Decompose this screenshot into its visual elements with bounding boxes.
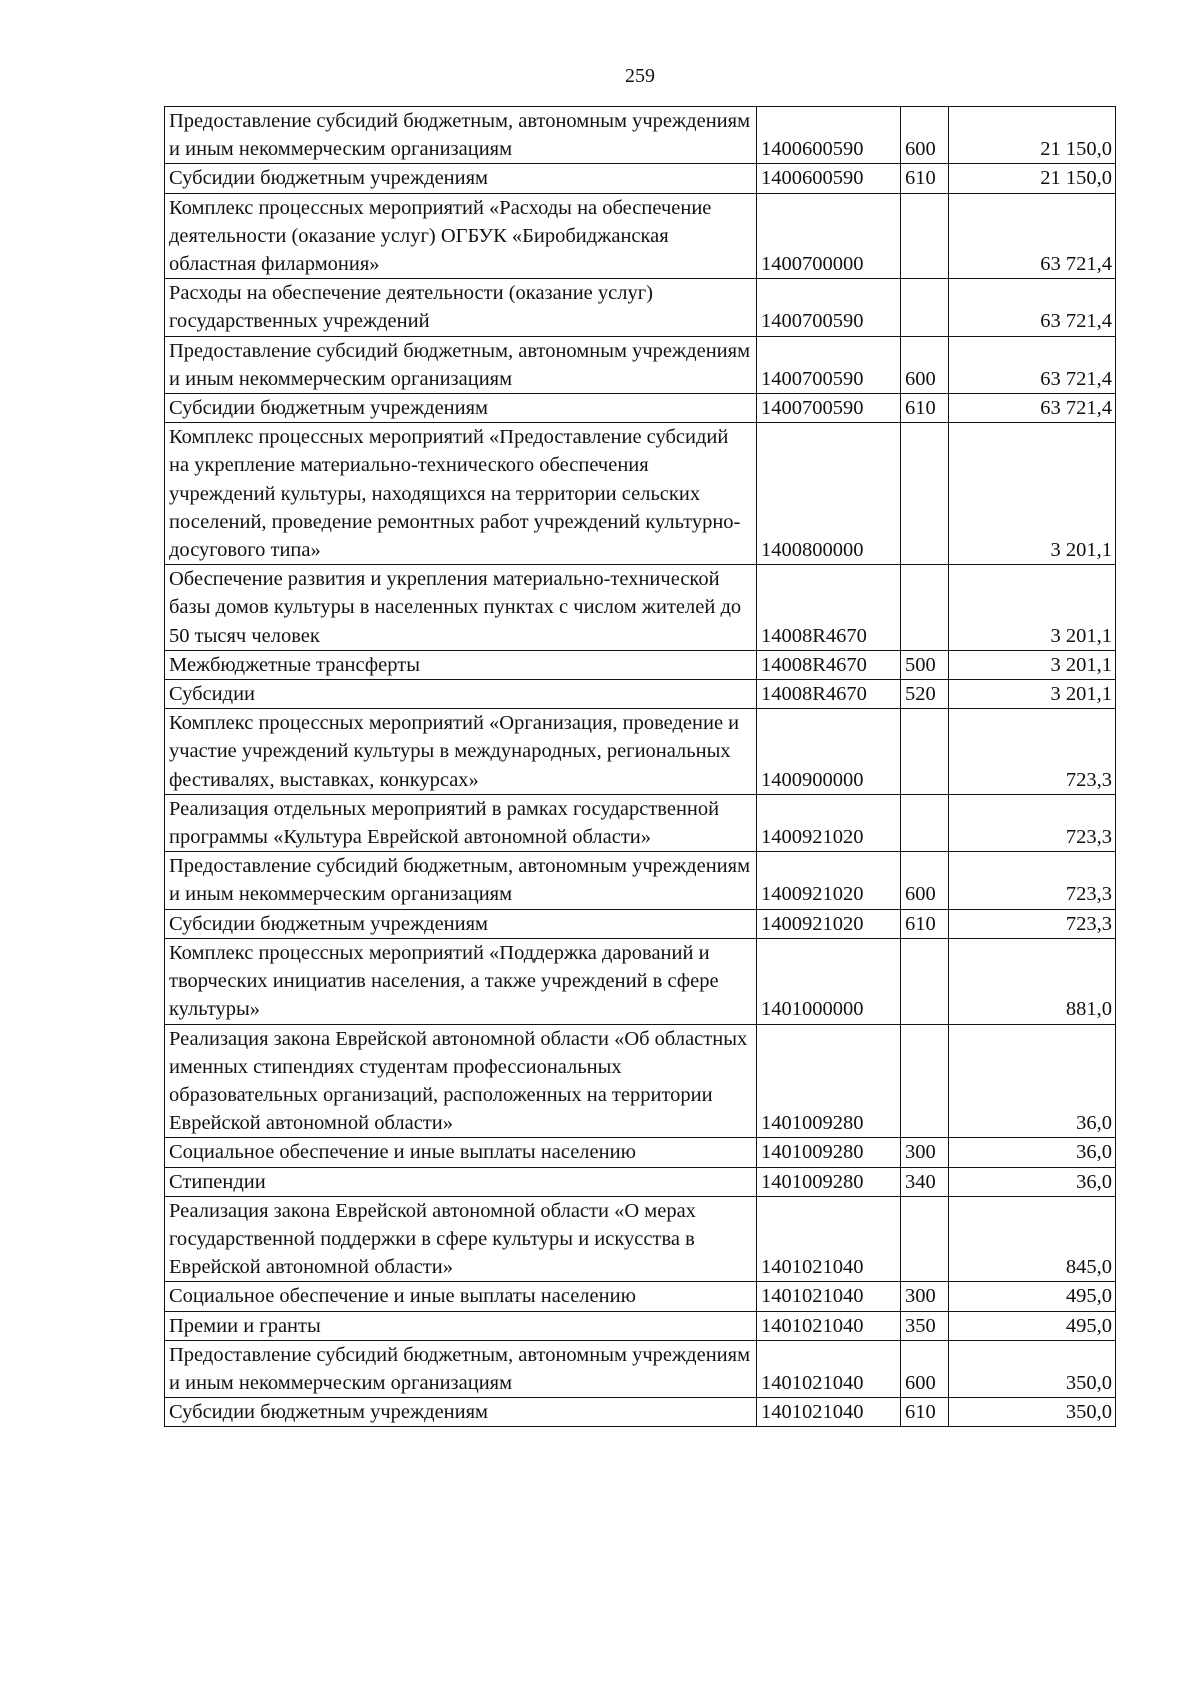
target-article-cell: 1400600590 bbox=[757, 107, 901, 164]
amount-cell: 63 721,4 bbox=[949, 193, 1116, 279]
table-row bbox=[165, 938, 1116, 1024]
table-row bbox=[165, 709, 1116, 795]
amount-cell: 881,0 bbox=[949, 938, 1116, 1024]
expense-type-cell bbox=[901, 1196, 949, 1282]
amount-cell: 723,3 bbox=[949, 852, 1116, 909]
expense-name-cell: Межбюджетные трансферты bbox=[165, 650, 757, 679]
target-article-cell: 1400700590 bbox=[757, 336, 901, 393]
expense-name-cell: Субсидии бюджетным учреждениям bbox=[165, 394, 757, 423]
expense-type-cell bbox=[901, 709, 949, 795]
expense-name-cell: Стипендии bbox=[165, 1167, 757, 1196]
expense-type-cell: 610 bbox=[901, 394, 949, 423]
expense-name-cell: Комплекс процессных мероприятий «Предоставление субсидий на укрепление материально-технического обеспечения учреждений культуры, находящихся на территории сельских поселений, проведение ремонтных работ учреждений культурно-досугового типа» bbox=[165, 423, 757, 565]
expense-type-cell bbox=[901, 279, 949, 336]
expense-name-cell: Расходы на обеспечение деятельности (оказание услуг) государственных учреждений bbox=[165, 279, 757, 336]
target-article-cell: 1400900000 bbox=[757, 709, 901, 795]
table-row bbox=[165, 794, 1116, 851]
amount-cell: 36,0 bbox=[949, 1024, 1116, 1138]
expense-name-cell: Субсидии бюджетным учреждениям bbox=[165, 909, 757, 938]
target-article-cell: 14008R4670 bbox=[757, 680, 901, 709]
expense-type-cell bbox=[901, 423, 949, 565]
target-article-cell: 1401021040 bbox=[757, 1196, 901, 1282]
amount-cell: 36,0 bbox=[949, 1167, 1116, 1196]
target-article-cell: 1401021040 bbox=[757, 1340, 901, 1397]
amount-cell: 63 721,4 bbox=[949, 336, 1116, 393]
amount-cell: 723,3 bbox=[949, 794, 1116, 851]
target-article-cell: 1401009280 bbox=[757, 1138, 901, 1167]
table-row bbox=[165, 1340, 1116, 1397]
expense-name-cell: Комплекс процессных мероприятий «Расходы на обеспечение деятельности (оказание услуг) ОГБУК «Биробиджанская областная филармония» bbox=[165, 193, 757, 279]
expense-type-cell: 600 bbox=[901, 336, 949, 393]
table-row bbox=[165, 394, 1116, 423]
table-row bbox=[165, 423, 1116, 565]
amount-cell: 3 201,1 bbox=[949, 680, 1116, 709]
expense-name-cell: Комплекс процессных мероприятий «Организация, проведение и участие учреждений культуры в международных, региональных фестивалях, выставках, конкурсах» bbox=[165, 709, 757, 795]
amount-cell: 845,0 bbox=[949, 1196, 1116, 1282]
target-article-cell: 1400700590 bbox=[757, 394, 901, 423]
amount-cell: 3 201,1 bbox=[949, 650, 1116, 679]
expense-name-cell: Предоставление субсидий бюджетным, автономным учреждениям и иным некоммерческим организациям bbox=[165, 336, 757, 393]
expense-type-cell: 520 bbox=[901, 680, 949, 709]
table-row bbox=[165, 680, 1116, 709]
amount-cell: 63 721,4 bbox=[949, 279, 1116, 336]
expense-type-cell: 600 bbox=[901, 107, 949, 164]
table-row bbox=[165, 1398, 1116, 1427]
expense-type-cell bbox=[901, 193, 949, 279]
expense-type-cell: 610 bbox=[901, 909, 949, 938]
expense-name-cell: Комплекс процессных мероприятий «Поддержка дарований и творческих инициатив населения, а также учреждений в сфере культуры» bbox=[165, 938, 757, 1024]
page-number: 259 bbox=[625, 65, 655, 87]
target-article-cell: 1400800000 bbox=[757, 423, 901, 565]
expense-name-cell: Предоставление субсидий бюджетным, автономным учреждениям и иным некоммерческим организациям bbox=[165, 107, 757, 164]
target-article-cell: 1401009280 bbox=[757, 1024, 901, 1138]
target-article-cell: 1401021040 bbox=[757, 1311, 901, 1340]
expense-type-cell: 300 bbox=[901, 1138, 949, 1167]
amount-cell: 723,3 bbox=[949, 909, 1116, 938]
expense-name-cell: Премии и гранты bbox=[165, 1311, 757, 1340]
table-row bbox=[165, 336, 1116, 393]
amount-cell: 63 721,4 bbox=[949, 394, 1116, 423]
amount-cell: 495,0 bbox=[949, 1311, 1116, 1340]
amount-cell: 495,0 bbox=[949, 1282, 1116, 1311]
table-row bbox=[165, 1138, 1116, 1167]
budget-table-body bbox=[165, 107, 1116, 1427]
expense-type-cell: 300 bbox=[901, 1282, 949, 1311]
expense-type-cell bbox=[901, 565, 949, 651]
target-article-cell: 14008R4670 bbox=[757, 650, 901, 679]
expense-name-cell: Реализация отдельных мероприятий в рамках государственной программы «Культура Еврейской автономной области» bbox=[165, 794, 757, 851]
table-row bbox=[165, 1024, 1116, 1138]
target-article-cell: 1401009280 bbox=[757, 1167, 901, 1196]
table-row bbox=[165, 279, 1116, 336]
expense-type-cell: 350 bbox=[901, 1311, 949, 1340]
expense-name-cell: Обеспечение развития и укрепления материально-технической базы домов культуры в населенных пунктах с числом жителей до 50 тысяч человек bbox=[165, 565, 757, 651]
expense-type-cell: 600 bbox=[901, 1340, 949, 1397]
amount-cell: 21 150,0 bbox=[949, 107, 1116, 164]
amount-cell: 36,0 bbox=[949, 1138, 1116, 1167]
expense-name-cell: Предоставление субсидий бюджетным, автономным учреждениям и иным некоммерческим организациям bbox=[165, 852, 757, 909]
expense-type-cell: 500 bbox=[901, 650, 949, 679]
target-article-cell: 1400700590 bbox=[757, 279, 901, 336]
expense-type-cell bbox=[901, 1024, 949, 1138]
expense-name-cell: Социальное обеспечение и иные выплаты населению bbox=[165, 1138, 757, 1167]
amount-cell: 723,3 bbox=[949, 709, 1116, 795]
expense-type-cell: 600 bbox=[901, 852, 949, 909]
table-row bbox=[165, 909, 1116, 938]
table-row bbox=[165, 852, 1116, 909]
table-row bbox=[165, 107, 1116, 164]
table-row bbox=[165, 1311, 1116, 1340]
target-article-cell: 14008R4670 bbox=[757, 565, 901, 651]
expense-name-cell: Социальное обеспечение и иные выплаты населению bbox=[165, 1282, 757, 1311]
expense-name-cell: Реализация закона Еврейской автономной области «О мерах государственной поддержки в сфере культуры и искусства в Еврейской автономной области» bbox=[165, 1196, 757, 1282]
table-row bbox=[165, 565, 1116, 651]
amount-cell: 21 150,0 bbox=[949, 164, 1116, 193]
target-article-cell: 1400600590 bbox=[757, 164, 901, 193]
amount-cell: 350,0 bbox=[949, 1398, 1116, 1427]
target-article-cell: 1401021040 bbox=[757, 1282, 901, 1311]
expense-name-cell: Субсидии bbox=[165, 680, 757, 709]
expense-type-cell bbox=[901, 938, 949, 1024]
target-article-cell: 1400921020 bbox=[757, 794, 901, 851]
expense-type-cell: 610 bbox=[901, 164, 949, 193]
expense-name-cell: Предоставление субсидий бюджетным, автономным учреждениям и иным некоммерческим организациям bbox=[165, 1340, 757, 1397]
table-row bbox=[165, 1167, 1116, 1196]
table-row bbox=[165, 650, 1116, 679]
expense-type-cell bbox=[901, 794, 949, 851]
target-article-cell: 1400921020 bbox=[757, 909, 901, 938]
expense-name-cell: Реализация закона Еврейской автономной области «Об областных именных стипендиях студентам профессиональных образовательных организаций, расположенных на территории Еврейской автономной области» bbox=[165, 1024, 757, 1138]
expense-type-cell: 610 bbox=[901, 1398, 949, 1427]
target-article-cell: 1401000000 bbox=[757, 938, 901, 1024]
target-article-cell: 1401021040 bbox=[757, 1398, 901, 1427]
expense-name-cell: Субсидии бюджетным учреждениям bbox=[165, 164, 757, 193]
table-row bbox=[165, 193, 1116, 279]
table-row bbox=[165, 1282, 1116, 1311]
expense-name-cell: Субсидии бюджетным учреждениям bbox=[165, 1398, 757, 1427]
target-article-cell: 1400921020 bbox=[757, 852, 901, 909]
amount-cell: 3 201,1 bbox=[949, 423, 1116, 565]
budget-table bbox=[164, 106, 1116, 1427]
expense-type-cell: 340 bbox=[901, 1167, 949, 1196]
amount-cell: 3 201,1 bbox=[949, 565, 1116, 651]
target-article-cell: 1400700000 bbox=[757, 193, 901, 279]
table-row bbox=[165, 1196, 1116, 1282]
amount-cell: 350,0 bbox=[949, 1340, 1116, 1397]
table-row bbox=[165, 164, 1116, 193]
